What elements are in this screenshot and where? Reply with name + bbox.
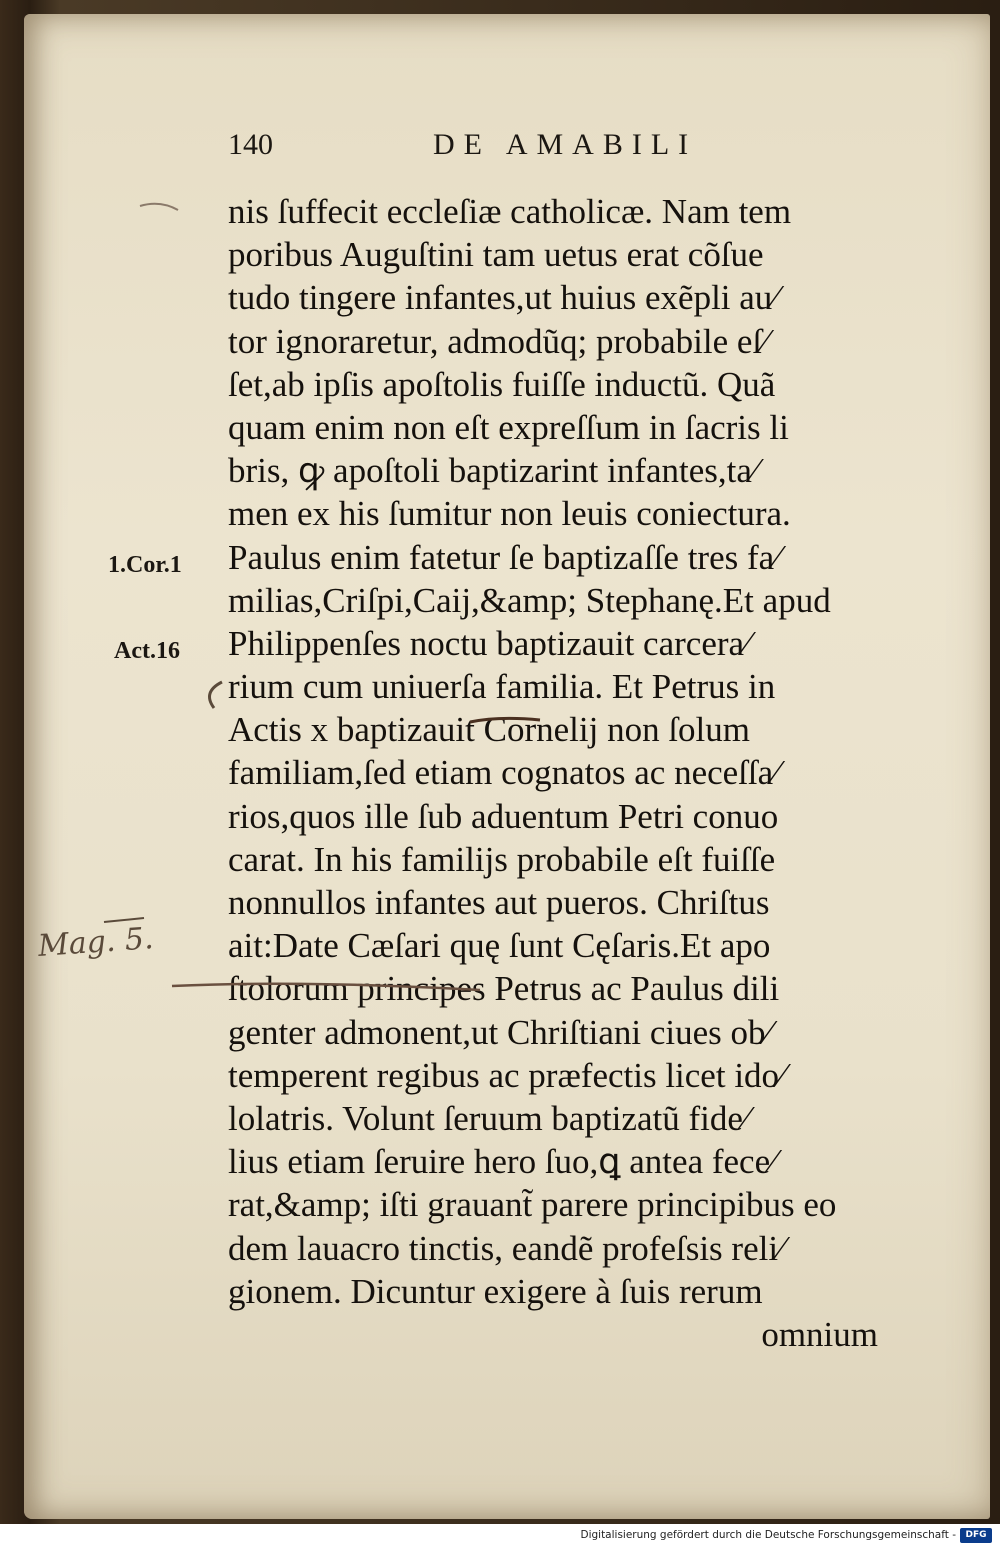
text-line: nis ſuffecit eccleſiæ catholicæ. Nam tem [228,192,792,231]
page-header [228,128,788,168]
text-line: nonnullos infantes aut pueros. Chriſtus [228,883,770,922]
text-line: poribus Auguſtini tam uetus erat cõſue [228,235,764,275]
text-line: lolatris. Volunt ſeruum baptizatũ fide⁄ [228,1098,749,1138]
text-line: carat. In his familijs probabile eſt fuiſſe [228,839,776,879]
text-line: lius etiam ſeruire hero ſuo,ꝗ antea fece⁄ [228,1142,776,1182]
catchword: omnium [761,1314,878,1354]
folio-number: 140 [228,128,273,161]
text-line: genter admonent,ut Chriſtiani ciues ob⁄ [228,1012,772,1052]
text-line: ſet,ab ipſis apoſtolis fuiſſe inductũ. Quã [228,364,776,404]
text-line: men ex his ſumitur non leuis coniectura. [228,494,791,534]
text-line: gionem. Dicuntur exigere à ſuis rerum [228,1271,763,1311]
footer-credit: Digitalisierung gefördert durch die Deutsche Forschungsgemeinschaft - [580,1529,956,1541]
text-line: tor ignoraretur, admodũq; probabile eſ⁄ [228,321,768,361]
text-line: milias,Criſpi,Caij,&amp; Stephanę.Et apud [228,580,831,620]
text-line: rium cum uniuerſa familia. Et Petrus in [228,667,776,707]
marginal-note-cor: 1.Cor.1 [108,552,182,578]
text-line: tudo tingere infantes,ut huius exẽpli au⁄ [228,278,779,318]
text-line: familiam,ſed etiam cognatos ac neceſſa⁄ [228,753,780,793]
text-line: Philippenſes noctu baptizauit carcera⁄ [228,623,750,663]
text-line: rat,&amp; iſti grauant̃ parere principibus eo [228,1185,837,1225]
text-line: Paulus enim fatetur ſe baptizaſſe tres fa⁄ [228,537,781,577]
running-head: DE AMABILI [433,128,698,161]
text-line: rios,quos ille ſub aduentum Petri conuo [228,796,779,836]
marginal-note-act: Act.16 [114,638,180,664]
text-line: temperent regibus ac præfectis licet ido⁄ [228,1055,785,1095]
text-line: ait:Date Cæſari quę ſunt Cęſaris.Et apo [228,926,771,966]
body-text [228,190,888,1356]
footer-bar [0,1524,1000,1547]
text-line: bris, ꝙ apoſtoli baptizarint infantes,ta⁄ [228,451,758,491]
dfg-logo: DFG [960,1528,992,1543]
text-line: dem lauacro tinctis, eandẽ profeſsis reli⁄ [228,1228,784,1268]
text-line: ſtolorum principes Petrus ac Paulus dili [228,969,780,1009]
handwritten-marginal-note: Mag. 5. [36,921,155,964]
text-line: quam enim non eſt expreſſum in ſacris li [228,407,789,447]
text-line: Actis x baptizauit Cornelij non ſolum [228,710,751,750]
